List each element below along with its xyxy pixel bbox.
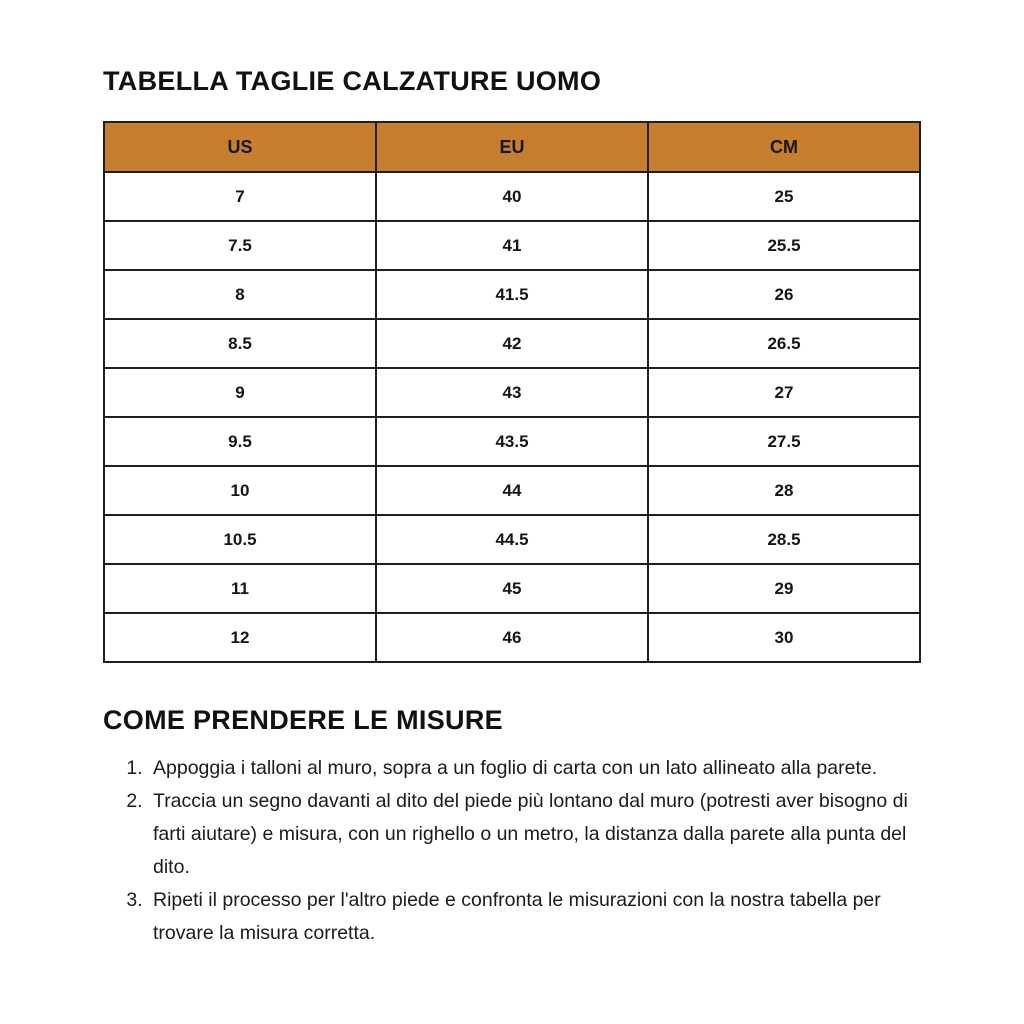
table-row — [104, 172, 920, 221]
table-row — [104, 221, 920, 270]
column-header-cm: CM — [648, 122, 920, 172]
instruction-item: 1. Appoggia i talloni al muro, sopra a un foglio di carta con un lato allineato alla parete. — [148, 752, 928, 785]
instructions-list — [103, 752, 928, 950]
table-cell: 26.5 — [648, 319, 920, 368]
table-cell: 10.5 — [104, 515, 376, 564]
table-cell: 28.5 — [648, 515, 920, 564]
table-cell: 28 — [648, 466, 920, 515]
size-table-body — [104, 172, 920, 662]
size-table — [103, 121, 921, 663]
size-chart-title: TABELLA TAGLIE CALZATURE UOMO — [103, 66, 602, 96]
table-row — [104, 417, 920, 466]
table-row — [104, 319, 920, 368]
table-cell: 45 — [376, 564, 648, 613]
table-cell: 27.5 — [648, 417, 920, 466]
size-table-header-row — [104, 122, 920, 172]
table-cell: 44 — [376, 466, 648, 515]
table-cell: 7 — [104, 172, 376, 221]
table-cell: 7.5 — [104, 221, 376, 270]
table-row — [104, 466, 920, 515]
table-row — [104, 613, 920, 662]
table-cell: 30 — [648, 613, 920, 662]
table-cell: 29 — [648, 564, 920, 613]
table-cell: 8.5 — [104, 319, 376, 368]
table-cell: 41.5 — [376, 270, 648, 319]
table-cell: 25.5 — [648, 221, 920, 270]
table-cell: 40 — [376, 172, 648, 221]
table-row — [104, 270, 920, 319]
table-cell: 27 — [648, 368, 920, 417]
instruction-item: 3. Ripeti il processo per l'altro piede e confronta le misurazioni con la nostra tabella per trovare la misura corretta. — [148, 884, 928, 950]
table-cell: 9 — [104, 368, 376, 417]
table-cell: 44.5 — [376, 515, 648, 564]
instructions-title: COME PRENDERE LE MISURE — [103, 705, 503, 735]
table-row — [104, 368, 920, 417]
table-cell: 12 — [104, 613, 376, 662]
table-cell: 43.5 — [376, 417, 648, 466]
table-cell: 8 — [104, 270, 376, 319]
column-header-us: US — [104, 122, 376, 172]
size-table-header — [104, 122, 920, 172]
table-row — [104, 564, 920, 613]
table-cell: 42 — [376, 319, 648, 368]
table-cell: 25 — [648, 172, 920, 221]
table-cell: 46 — [376, 613, 648, 662]
table-cell: 43 — [376, 368, 648, 417]
table-cell: 11 — [104, 564, 376, 613]
instruction-item: 2. Traccia un segno davanti al dito del piede più lontano dal muro (potresti aver bisogno di farti aiutare) e misura, con un righello o un metro, la distanza dalla parete alla punta del dito. — [148, 785, 928, 884]
table-cell: 10 — [104, 466, 376, 515]
table-cell: 41 — [376, 221, 648, 270]
table-cell: 26 — [648, 270, 920, 319]
column-header-eu: EU — [376, 122, 648, 172]
table-row — [104, 515, 920, 564]
table-cell: 9.5 — [104, 417, 376, 466]
